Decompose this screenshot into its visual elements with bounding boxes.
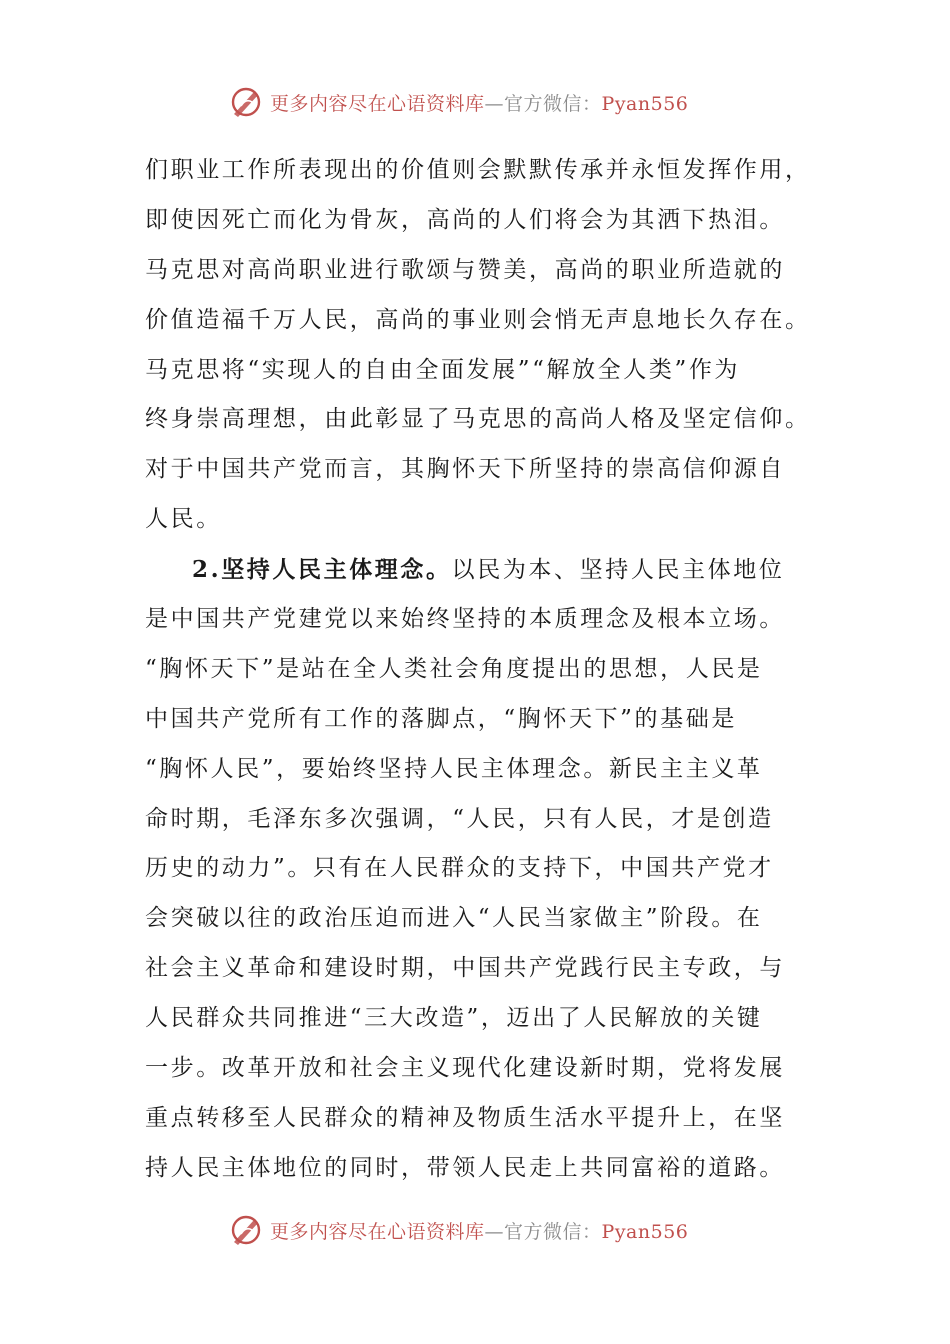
banner-text [270,1217,688,1244]
text-line: 终身崇高理想，由此彰显了马克思的高尚人格及坚定信仰。 [145,406,811,433]
text-line: 价值造福千万人民，高尚的事业则会悄无声息地长久存在。 [145,306,811,333]
contact-value: Pyan556 [601,92,689,115]
text-line: 社会主义革命和建设时期，中国共产党践行民主专政，与 [145,955,785,982]
text-line: 马克思对高尚职业进行歌颂与赞美，高尚的职业所造就的 [145,256,785,283]
text-line: 人民群众共同推进“三大改造”，迈出了人民解放的关键 [145,1005,763,1032]
text-line: 们职业工作所表现出的价值则会默默传承并永恒发挥作用， [145,157,811,183]
text-line: 对于中国共产党而言，其胸怀天下所坚持的崇高信仰源自 [145,456,785,483]
banner-dash: — [484,92,505,115]
text-line: 命时期，毛泽东多次强调，“人民，只有人民，才是创造 [145,805,774,832]
section-first-line [145,545,805,595]
header-banner [228,80,748,124]
section-first-line-text: 以民为本、坚持人民主体地位 [451,557,785,584]
section-heading: 2.坚持人民主体理念。 [192,556,452,584]
text-line: 重点转移至人民群众的精神及物质生活水平提升上，在坚 [145,1104,785,1131]
banner-text [270,89,688,116]
document-body [145,146,811,1194]
pen-circle-icon [228,84,264,120]
footer-banner [228,1208,748,1252]
text-line: 持人民主体地位的同时，带领人民走上共同富裕的道路。 [145,1154,785,1181]
text-line: 即使因死亡而化为骨灰，高尚的人们将会为其洒下热泪。 [145,206,785,233]
contact-label: 官方微信： [504,92,602,115]
text-line: 马克思将“实现人的自由全面发展”“解放全人类”作为 [145,356,741,383]
text-line: “胸怀天下”是站在全人类社会角度提出的思想，人民是 [145,655,763,682]
site-name: 更多内容尽在心语资料库 [270,92,485,115]
text-line: 历史的动力”。只有在人民群众的支持下，中国共产党才 [145,855,774,882]
text-line: 中国共产党所有工作的落脚点，“胸怀天下”的基础是 [145,705,737,732]
text-line: “胸怀人民”，要始终坚持人民主体理念。新民主主义革 [145,755,763,782]
banner-dash: — [484,1220,505,1243]
contact-value: Pyan556 [601,1220,689,1243]
text-line: 人民。 [145,506,222,533]
pen-circle-icon [228,1212,264,1248]
text-line: 是中国共产党建党以来始终坚持的本质理念及根本立场。 [145,606,785,633]
text-line: 会突破以往的政治压迫而进入“人民当家做主”阶段。在 [145,905,763,932]
contact-label: 官方微信： [504,1220,602,1243]
text-line: 一步。改革开放和社会主义现代化建设新时期，党将发展 [145,1055,785,1082]
site-name: 更多内容尽在心语资料库 [270,1220,485,1243]
